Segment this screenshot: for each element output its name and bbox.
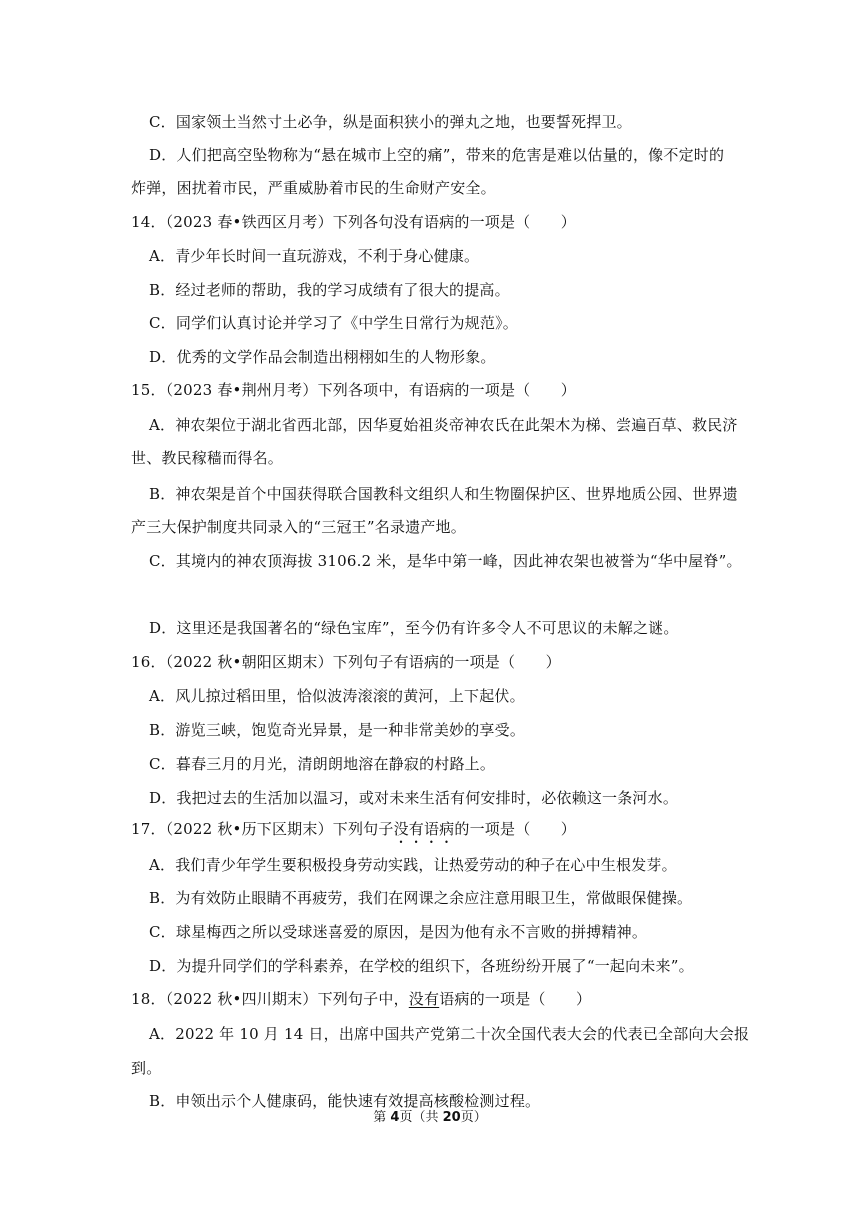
footer-prefix: 第 [373, 1110, 391, 1125]
question-18 [131, 989, 591, 1009]
option-b-q15: B．神农架是首个中国获得联合国教科文组织人和生物圈保护区、世界地质公园、世界遗 [149, 485, 738, 503]
emphasis-underlined-text: 没有 [408, 990, 440, 1008]
page-footer [0, 1110, 860, 1126]
question-15: 15．（2023 春•荆州月考）下列各项中，有语病的一项是（ ） [131, 381, 576, 399]
question-17 [131, 819, 576, 847]
option-a-q17: A．我们青少年学生要积极投身劳动实践，让热爱劳动的种子在心中生根发芽。 [149, 856, 677, 874]
option-c-q17: C．球星梅西之所以受球迷喜爱的原因，是因为他有永不言败的拼搏精神。 [149, 923, 648, 941]
option-c-q15: C．其境内的神农顶海拔 3106.2 米，是华中第一峰，因此神农架也被誉为“华中屋脊”。 [149, 552, 742, 570]
option-b-q16: B．游览三峡，饱览奇光异景，是一种非常美妙的享受。 [149, 721, 526, 739]
option-b-q14: B．经过老师的帮助，我的学习成绩有了很大的提高。 [149, 281, 510, 299]
footer-suffix: 页） [460, 1110, 487, 1125]
option-d-q13-cont: 炸弹，困扰着市民，严重威胁着市民的生命财产安全。 [131, 179, 496, 197]
question-14: 14．（2023 春•铁西区月考）下列各句没有语病的一项是（ ） [131, 213, 576, 231]
question-18-prefix: 18．（2022 秋•四川期末）下列句子中， [131, 990, 409, 1008]
option-a-q18: A．2022 年 10 月 14 日，出席中国共产党第二十次全国代表大会的代表已全部向大会报 [149, 1025, 750, 1043]
option-c-q13: C．国家领土当然寸土必争，纵是面积狭小的弹丸之地，也要誓死捍卫。 [149, 113, 632, 131]
option-a-q15: A．神农架位于湖北省西北部，因华夏始祖炎帝神农氏在此架木为梯、尝遍百草、救民济 [149, 416, 738, 434]
total-page-count: 20 [442, 1110, 461, 1125]
current-page-number: 4 [390, 1110, 400, 1125]
option-d-q17: D．为提升同学们的学科素养，在学校的组织下，各班纷纷开展了“一起向未来”。 [149, 957, 694, 975]
option-a-q15-cont: 世、教民稼穑而得名。 [131, 449, 284, 467]
option-b-q18: B．申领出示个人健康码，能快速有效提高核酸检测过程。 [149, 1092, 541, 1110]
option-a-q16: A．风儿掠过稻田里，恰似波涛滚滚的黄河，上下起伏。 [149, 687, 525, 705]
option-a-q14: A．青少年长时间一直玩游戏，不利于身心健康。 [149, 247, 480, 265]
emphasis-dotted-text: 没有语病 [393, 820, 455, 838]
option-b-q15-cont: 产三大保护制度共同录入的“三冠王”名录遗产地。 [131, 518, 466, 536]
option-d-q13: D．人们把高空坠物称为“悬在城市上空的痛”，带来的危害是难以估量的，像不定时的 [149, 146, 725, 164]
option-d-q14: D．优秀的文学作品会制造出栩栩如生的人物形象。 [149, 348, 496, 366]
option-d-q16: D．我把过去的生活加以温习，或对未来生活有何安排时，必依赖这一条河水。 [149, 789, 679, 807]
option-a-q18-cont: 到。 [131, 1059, 162, 1077]
question-17-prefix: 17．（2022 秋•历下区期末）下列句子 [131, 820, 394, 838]
question-17-suffix: 的一项是（ ） [454, 820, 576, 838]
question-18-suffix: 语病的一项是（ ） [439, 990, 592, 1008]
footer-middle: 页（共 [399, 1110, 443, 1125]
option-d-q15: D．这里还是我国著名的“绿色宝库”，至今仍有许多令人不可思议的未解之谜。 [149, 619, 679, 637]
option-c-q16: C．暮春三月的月光，清朗朗地溶在静寂的村路上。 [149, 755, 496, 773]
option-b-q17: B．为有效防止眼睛不再疲劳，我们在网课之余应注意用眼卫生，常做眼保健操。 [149, 889, 693, 907]
question-16: 16．（2022 秋•朝阳区期末）下列句子有语病的一项是（ ） [131, 653, 561, 671]
option-c-q14: C．同学们认真讨论并学习了《中学生日常行为规范》。 [149, 314, 518, 332]
